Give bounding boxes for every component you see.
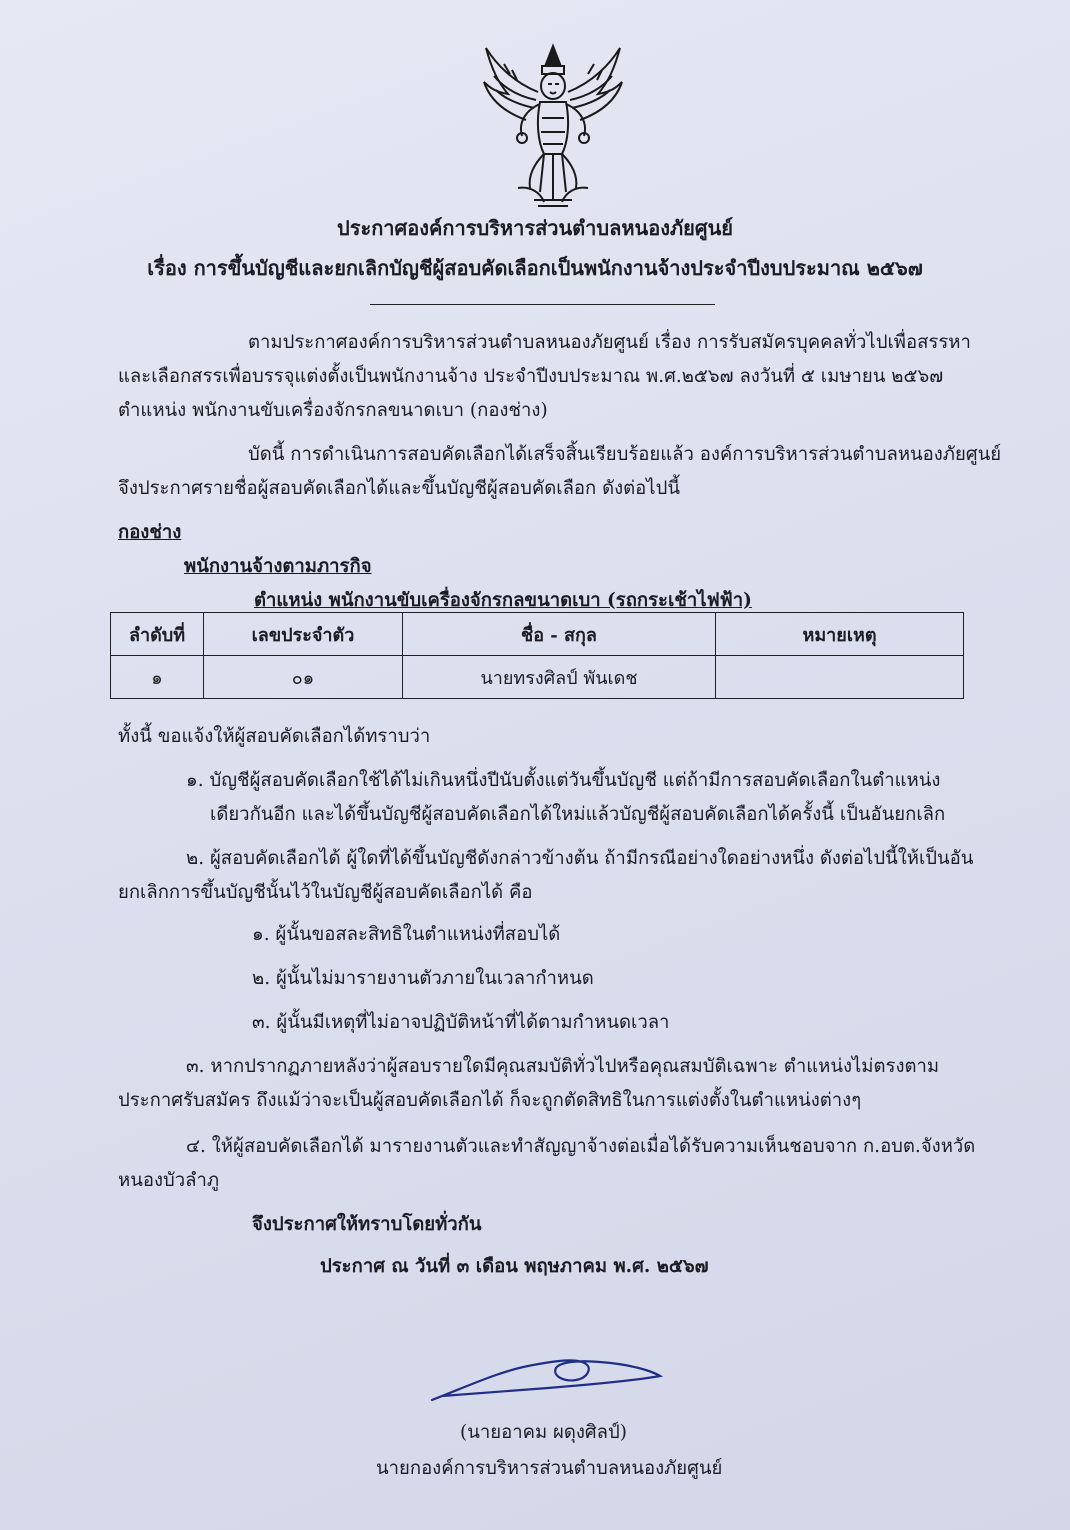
sub-item-3: ๓. ผู้นั้นมีเหตุที่ไม่อาจปฏิบัติหน้าที่ได้ตามกำหนดเวลา xyxy=(252,1012,670,1033)
intro-p2-line2: จึงประกาศรายชื่อผู้สอบคัดเลือกได้และขึ้นบัญชีผู้สอบคัดเลือก ดังต่อไปนี้ xyxy=(118,478,680,499)
title-divider xyxy=(370,304,715,305)
intro-p2-line1: บัดนี้ การดำเนินการสอบคัดเลือกได้เสร็จสิ้นเรียบร้อยแล้ว องค์การบริหารส่วนตำบลหนองภัยศูนย์ xyxy=(248,444,1002,465)
col-id: เลขประจำตัว xyxy=(204,613,403,656)
item4-line2: หนองบัวลำภู xyxy=(118,1170,220,1191)
intro-p1-line2: และเลือกสรรเพื่อบรรจุแต่งตั้งเป็นพนักงานจ้าง ประจำปีงบประมาณ พ.ศ.๒๕๖๗ ลงวันที่ ๕ เมษายน ๒๕๖๗ xyxy=(118,366,944,387)
signer-title: นายกองค์การบริหารส่วนตำบลหนองภัยศูนย์ xyxy=(376,1458,723,1479)
item2-line2: ยกเลิกการขึ้นบัญชีนั้นไว้ในบัญชีผู้สอบคัดเลือกได้ คือ xyxy=(118,882,533,903)
col-remark: หมายเหตุ xyxy=(716,613,964,656)
notice-lead: ทั้งนี้ ขอแจ้งให้ผู้สอบคัดเลือกได้ทราบว่า xyxy=(118,726,431,747)
col-order: ลำดับที่ xyxy=(111,613,204,656)
cell-remark xyxy=(716,656,964,699)
signature xyxy=(428,1350,664,1412)
document-title: ประกาศองค์การบริหารส่วนตำบลหนองภัยศูนย์ xyxy=(337,216,733,240)
item1-line1: ๑. บัญชีผู้สอบคัดเลือกใช้ได้ไม่เกินหนึ่งปีนับตั้งแต่วันขึ้นบัญชี แต่ถ้ามีการสอบคัดเลือกในตำแหน่ง xyxy=(186,770,941,791)
document-subject: เรื่อง การขึ้นบัญชีและยกเลิกบัญชีผู้สอบคัดเลือกเป็นพนักงานจ้างประจำปีงบประมาณ ๒๕๖๗ xyxy=(147,256,923,280)
intro-p1-line1: ตามประกาศองค์การบริหารส่วนตำบลหนองภัยศูนย์ เรื่อง การรับสมัครบุคคลทั่วไปเพื่อสรรหา xyxy=(248,332,971,353)
announcement-date: ประกาศ ณ วันที่ ๓ เดือน พฤษภาคม พ.ศ. ๒๕๖๗ xyxy=(320,1256,709,1277)
col-name: ชื่อ - สกุล xyxy=(403,613,716,656)
staff-type-heading: พนักงานจ้างตามภารกิจ xyxy=(184,556,372,577)
cell-name: นายทรงศิลป์ พันเดช xyxy=(403,656,716,699)
sub-item-1: ๑. ผู้นั้นขอสละสิทธิในตำแหน่งที่สอบได้ xyxy=(252,924,561,945)
division-heading: กองช่าง xyxy=(118,522,182,543)
item2-line1: ๒. ผู้สอบคัดเลือกได้ ผู้ใดที่ได้ขึ้นบัญชีดังกล่าวข้างต้น ถ้ามีกรณีอย่างใดอย่างหนึ่ง ดังต่อไปนี้ให้เป็นอัน xyxy=(186,848,974,869)
cell-id: ๐๑ xyxy=(204,656,403,699)
table-row xyxy=(111,656,964,699)
item3-line2: ประกาศรับสมัคร ถึงแม้ว่าจะเป็นผู้สอบคัดเลือกได้ ก็จะถูกตัดสิทธิในการแต่งตั้งในตำแหน่งต่างๆ xyxy=(118,1090,862,1111)
table-header-row xyxy=(111,613,964,656)
closing-announce: จึงประกาศให้ทราบโดยทั่วกัน xyxy=(252,1214,482,1235)
candidate-table xyxy=(110,612,964,699)
garuda-emblem xyxy=(478,42,628,210)
position-heading: ตำแหน่ง พนักงานขับเครื่องจักรกลขนาดเบา (รถกระเช้าไฟฟ้า) xyxy=(254,590,752,611)
item4-line1: ๔. ให้ผู้สอบคัดเลือกได้ มารายงานตัวและทำสัญญาจ้างต่อเมื่อได้รับความเห็นชอบจาก ก.อบต.จังหวัด xyxy=(186,1136,976,1157)
intro-p1-line3: ตำแหน่ง พนักงานขับเครื่องจักรกลขนาดเบา (กองช่าง) xyxy=(118,400,548,421)
item3-line1: ๓. หากปรากฏภายหลังว่าผู้สอบรายใดมีคุณสมบัติทั่วไปหรือคุณสมบัติเฉพาะ ตำแหน่งไม่ตรงตาม xyxy=(186,1056,940,1077)
signer-name: (นายอาคม ผดุงศิลป์) xyxy=(460,1422,627,1443)
cell-order: ๑ xyxy=(111,656,204,699)
sub-item-2: ๒. ผู้นั้นไม่มารายงานตัวภายในเวลากำหนด xyxy=(252,968,594,989)
item1-line2: เดียวกันอีก และได้ขึ้นบัญชีผู้สอบคัดเลือกได้ใหม่แล้วบัญชีผู้สอบคัดเลือกได้ครั้งนี้ เป็นอันยกเลิก xyxy=(210,804,946,825)
